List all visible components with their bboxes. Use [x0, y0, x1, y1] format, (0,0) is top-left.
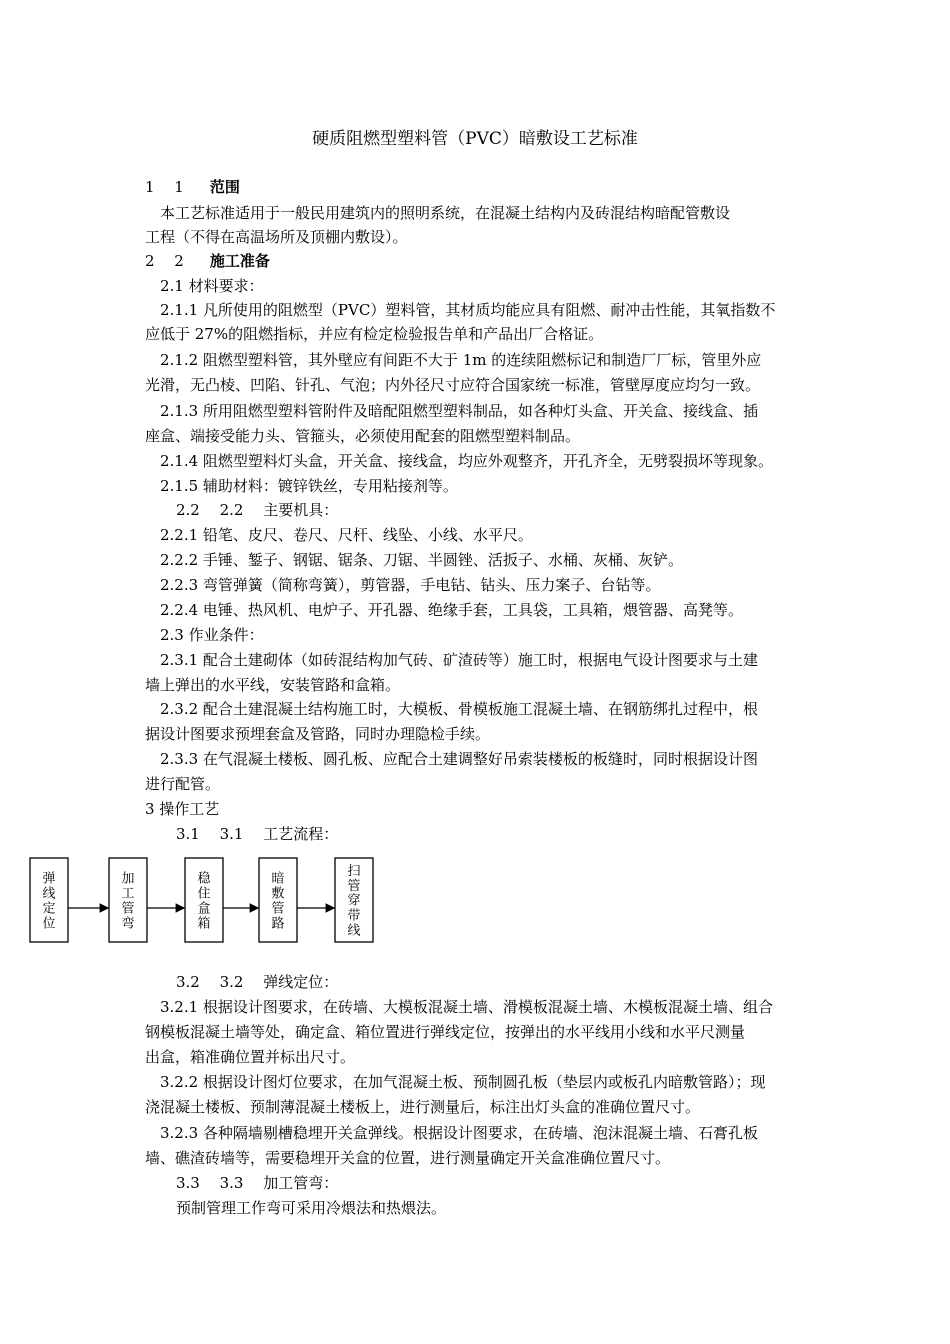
paragraph-1-line-1: 本工艺标准适用于一般民用建筑内的照明系统，在混凝土结构内及砖混结构暗配管敷设	[160, 204, 731, 222]
flow-step-3	[185, 858, 223, 942]
item-2-2-4: 2.2.4 电锤、热风机、电炉子、开孔器、绝缘手套，工具袋，工具箱，煨管器、高凳等。	[160, 601, 743, 619]
flow-step-label: 扫管穿带线	[347, 864, 361, 939]
item-3-2-2-line-1: 3.2.2 根据设计图灯位要求，在加气混凝土板、预制圆孔板（垫层内或板孔内暗敷管路）；现	[160, 1073, 766, 1091]
paragraph-1-line-2: 工程（不得在高温场所及顶棚内敷设）。	[145, 228, 408, 246]
subsection-3-1: 3.1 3.1 工艺流程：	[176, 825, 339, 843]
flow-step-label: 加工管弯	[121, 871, 135, 932]
document-title: 硬质阻燃型塑料管（PVC）暗敷设工艺标准	[312, 129, 638, 149]
item-2-2-2: 2.2.2 手锤、錾子、钢锯、锯条、刀锯、半圆锉、活扳子、水桶、灰桶、灰铲。	[160, 551, 683, 569]
flow-step-2	[109, 858, 147, 942]
item-2-3-1-line-2: 墙上弹出的水平线，安装管路和盒箱。	[145, 676, 401, 694]
flow-step-1	[30, 858, 68, 942]
item-3-2-1-line-2: 钢模板混凝土墙等处，确定盒、箱位置进行弹线定位，按弹出的水平线用小线和水平尺测量	[145, 1023, 746, 1041]
item-3-2-2-line-2: 浇混凝土楼板、预制薄混凝土楼板上，进行测量后，标注出灯头盒的准确位置尺寸。	[145, 1098, 701, 1116]
item-2-1-3-line-1: 2.1.3 所用阻燃型塑料管附件及暗配阻燃型塑料制品，如各种灯头盒、开关盒、接线盒、插	[160, 402, 758, 420]
section-2-title: 施工准备	[209, 252, 270, 270]
item-2-3-2-line-1: 2.3.2 配合土建混凝土结构施工时，大模板、骨模板施工混凝土墙、在钢筋绑扎过程中，根	[160, 700, 758, 718]
subsection-3-2: 3.2 3.2 弹线定位：	[176, 973, 339, 991]
item-2-1-2-line-2: 光滑，无凸棱、凹陷、针孔、气泡；内外径尺寸应符合国家统一标准，管壁厚度应均匀一致。	[145, 376, 761, 394]
subsection-3-3: 3.3 3.3 加工管弯：	[176, 1174, 339, 1192]
item-3-2-3-line-2: 墙、礁渣砖墙等，需要稳埋开关盒的位置，进行测量确定开关盒准确位置尺寸。	[145, 1149, 671, 1167]
item-2-1-1-line-2: 应低于 27%的阻燃指标，并应有检定检验报告单和产品出厂合格证。	[145, 325, 604, 343]
paragraph-3-3: 预制管理工作弯可采用冷煨法和热煨法。	[176, 1199, 447, 1217]
section-1-number: 1 1	[145, 178, 184, 196]
item-2-1-5: 2.1.5 辅助材料：镀锌铁丝，专用粘接剂等。	[160, 477, 458, 495]
flow-step-label: 暗敷管路	[271, 871, 285, 932]
flow-step-4	[259, 858, 297, 942]
section-2-number: 2 2	[145, 252, 184, 270]
item-2-3-3-line-2: 进行配管。	[145, 775, 221, 793]
item-2-2-3: 2.2.3 弯管弹簧（简称弯簧），剪管器，手电钻、钻头、压力案子、台钻等。	[160, 576, 661, 594]
section-3-heading: 3 操作工艺	[145, 800, 220, 818]
subsection-2-2: 2.2 2.2 主要机具：	[176, 501, 339, 519]
flow-step-5	[335, 858, 373, 942]
item-2-3-1-line-1: 2.3.1 配合土建砌体（如砖混结构加气砖、矿渣砖等）施工时，根据电气设计图要求与土建	[160, 651, 758, 669]
item-2-1-2-line-1: 2.1.2 阻燃型塑料管，其外壁应有间距不大于 1m 的连续阻燃标记和制造厂厂标，管里外应	[160, 351, 762, 369]
subsection-2-1: 2.1 材料要求：	[160, 277, 264, 295]
item-3-2-1-line-1: 3.2.1 根据设计图要求，在砖墙、大模板混凝土墙、滑模板混凝土墙、木模板混凝土墙、组合	[160, 998, 773, 1016]
item-3-2-3-line-1: 3.2.3 各种隔墙剔槽稳埋开关盒弹线。根据设计图要求，在砖墙、泡沫混凝土墙、石膏孔板	[160, 1124, 758, 1142]
item-2-3-3-line-1: 2.3.3 在气混凝土楼板、圆孔板、应配合土建调整好吊索装楼板的板缝时，同时根据设计图	[160, 750, 758, 768]
item-2-3-2-line-2: 据设计图要求预埋套盒及管路，同时办理隐检手续。	[145, 725, 491, 743]
flow-step-label: 弹线定位	[42, 871, 56, 932]
item-2-1-4: 2.1.4 阻燃型塑料灯头盒，开关盒、接线盒，均应外观整齐，开孔齐全，无劈裂损坏等现象。	[160, 452, 773, 470]
item-2-1-3-line-2: 座盒、端接受能力头、管箍头，必须使用配套的阻燃型塑料制品。	[145, 427, 581, 445]
item-2-2-1: 2.2.1 铅笔、皮尺、卷尺、尺杆、线坠、小线、水平尺。	[160, 526, 533, 544]
item-3-2-1-line-3: 出盒，箱准确位置并标出尺寸。	[145, 1048, 356, 1066]
section-1-title: 范围	[209, 178, 240, 196]
item-2-1-1-line-1: 2.1.1 凡所使用的阻燃型（PVC）塑料管，其材质均能应具有阻燃、耐冲击性能，其氧指数不	[160, 301, 776, 319]
flow-step-label: 稳住盒箱	[197, 871, 211, 932]
subsection-2-3: 2.3 作业条件：	[160, 626, 264, 644]
